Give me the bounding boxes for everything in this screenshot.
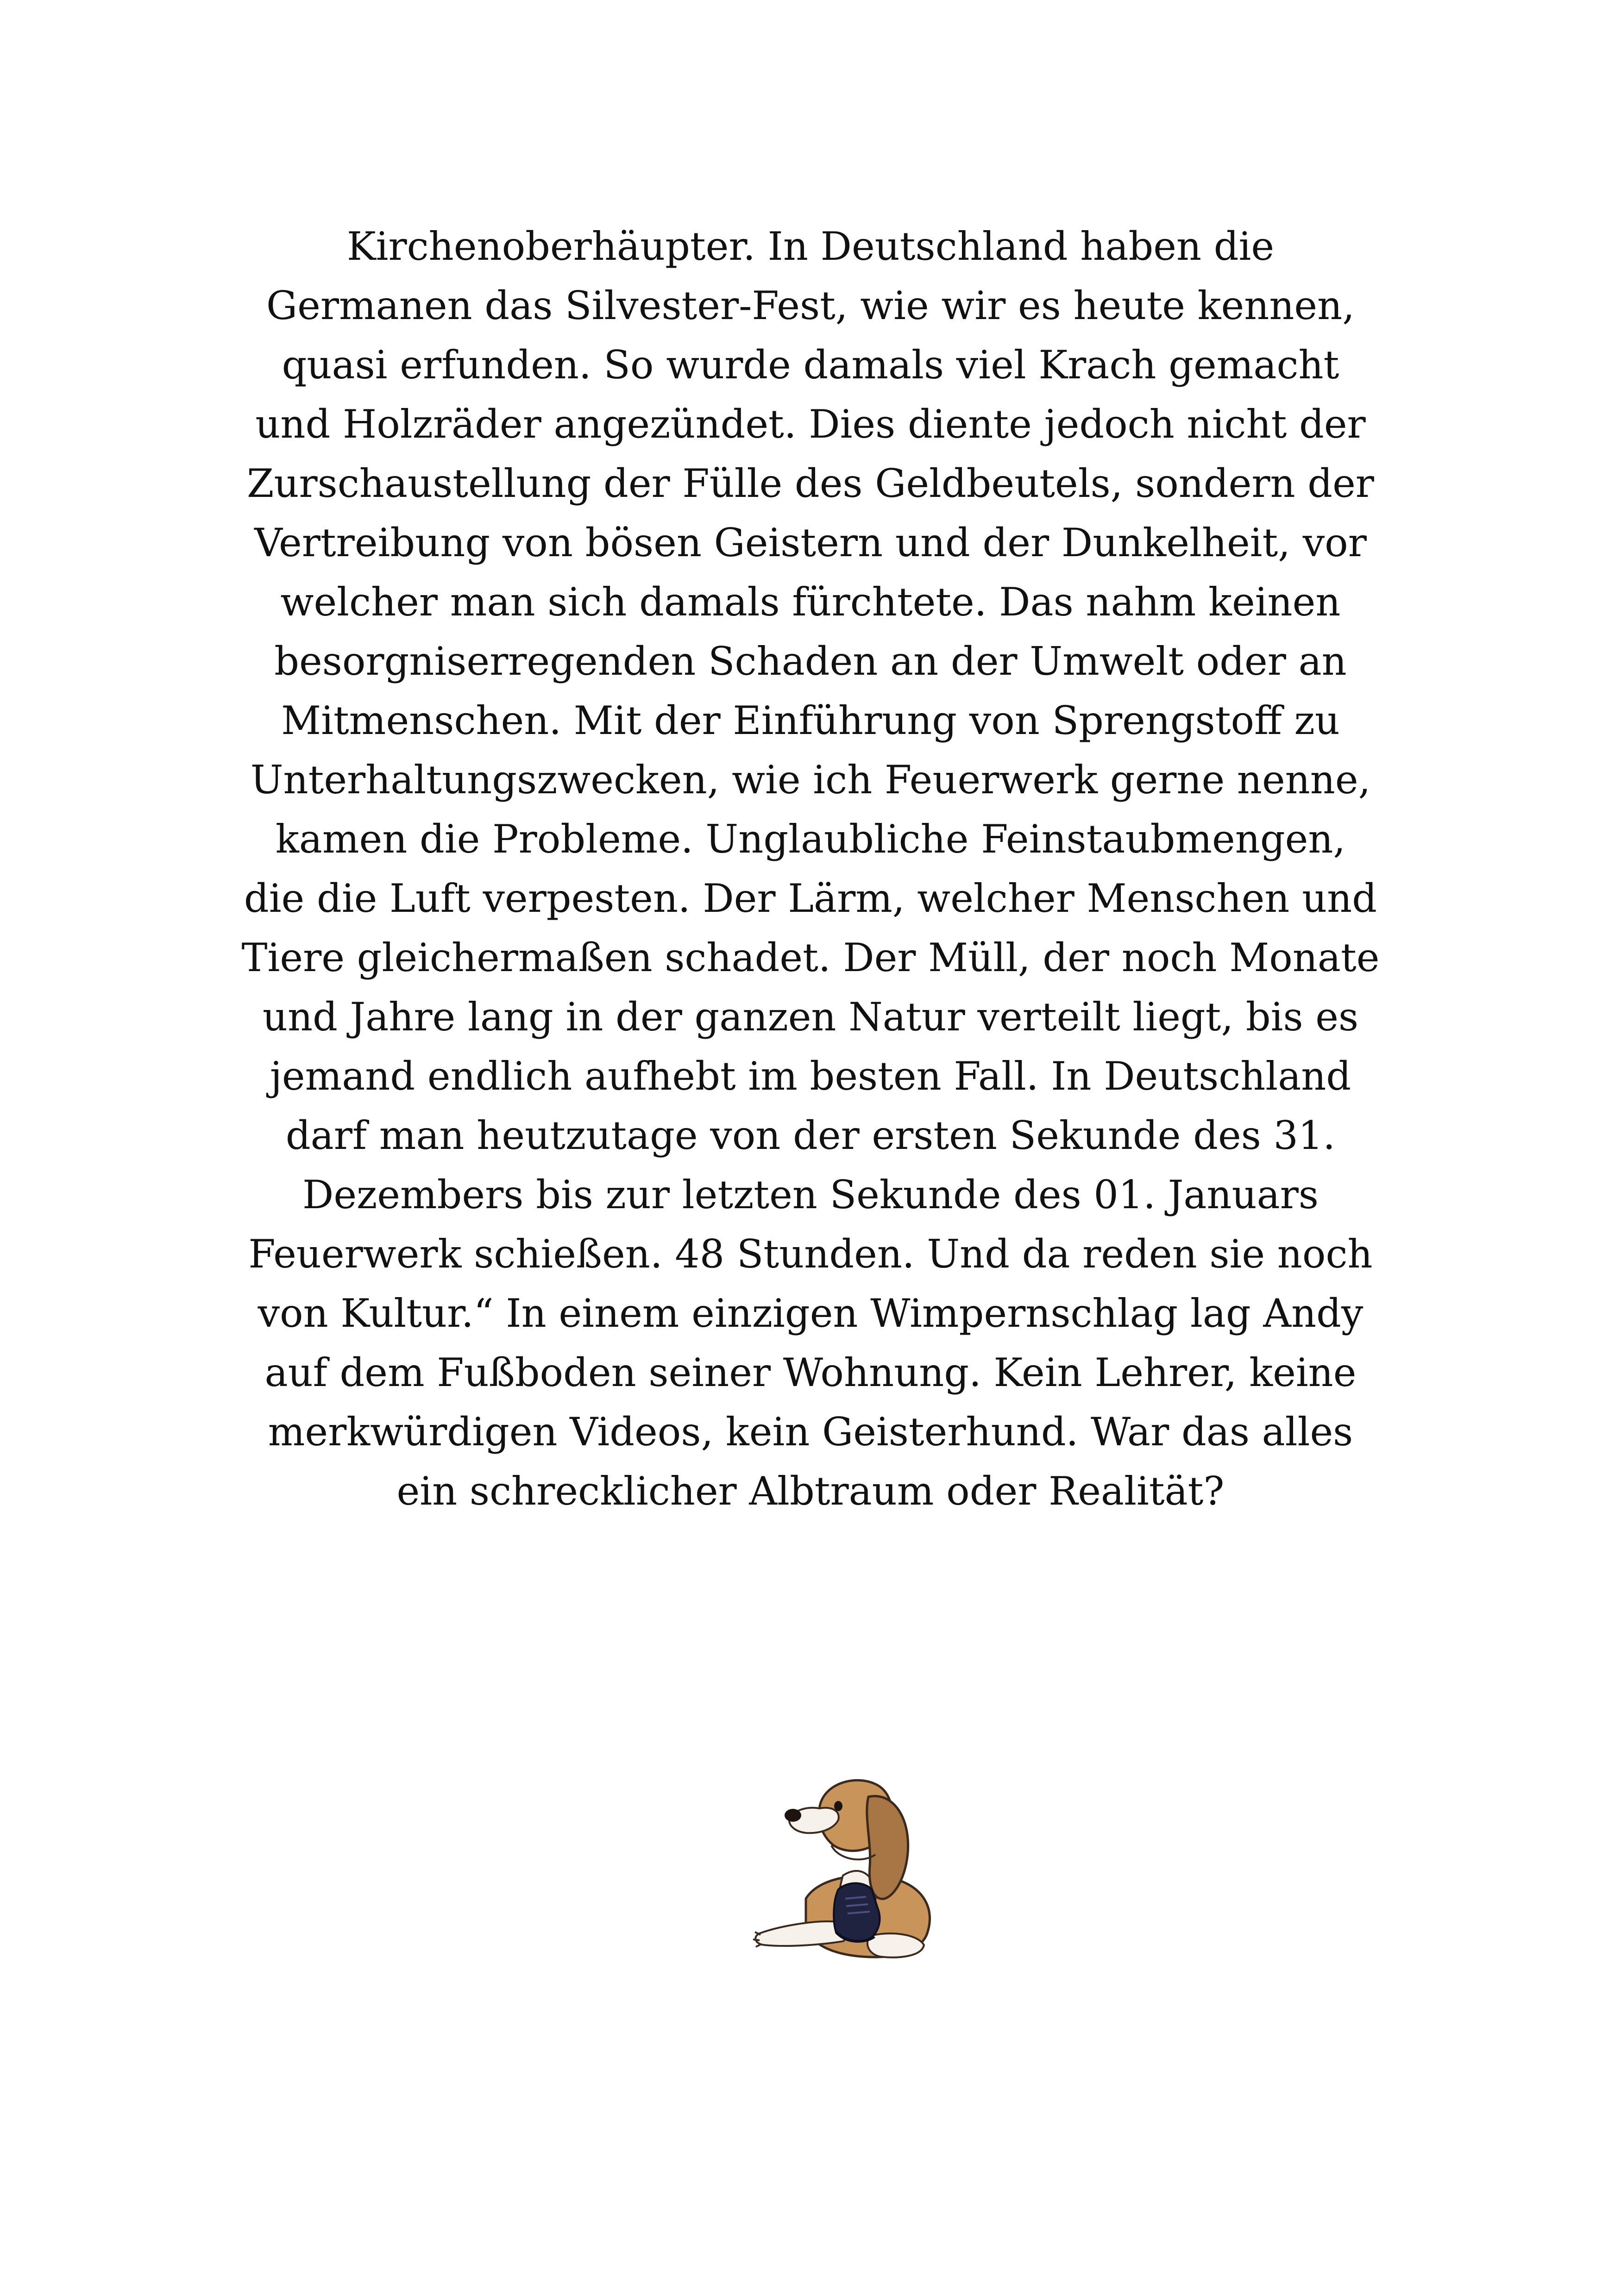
- text-line: und Holzräder angezündet. Dies diente jedoch nicht der: [255, 401, 1366, 447]
- story-paragraph: [195, 217, 1426, 1521]
- text-line: kamen die Probleme. Unglaubliche Feinstaubmengen,: [275, 816, 1346, 862]
- text-line: besorgniserregenden Schaden an der Umwelt oder an: [274, 639, 1347, 684]
- text-line: Vertreibung von bösen Geistern und der Dunkelheit, vor: [254, 520, 1367, 565]
- text-line: jemand endlich aufhebt im besten Fall. In Deutschland: [270, 1054, 1351, 1099]
- text-line: merkwürdigen Videos, kein Geisterhund. War das alles: [268, 1409, 1353, 1455]
- text-line: welcher man sich damals fürchtete. Das nahm keinen: [280, 579, 1341, 625]
- text-line: Zurschaustellung der Fülle des Geldbeutels, sondern der: [247, 461, 1374, 506]
- text-line: die die Luft verpesten. Der Lärm, welcher Menschen und: [244, 876, 1377, 921]
- dog-eye: [834, 1801, 842, 1811]
- text-line: ein schrecklicher Albtraum oder Realität?: [396, 1468, 1225, 1514]
- beagle-dog-icon: [750, 1760, 945, 1973]
- text-line: auf dem Fußboden seiner Wohnung. Kein Lehrer, keine: [264, 1350, 1357, 1395]
- text-line: Kirchenoberhäupter. In Deutschland haben die: [346, 224, 1275, 269]
- text-line: Germanen das Silvester-Fest, wie wir es heute kennen,: [266, 283, 1355, 328]
- text-line: Tiere gleichermaßen schadet. Der Müll, der noch Monate: [241, 935, 1380, 980]
- dog-back-leg: [867, 1933, 924, 1957]
- text-line: Unterhaltungszwecken, wie ich Feuerwerk gerne nenne,: [250, 757, 1371, 803]
- text-line: darf man heutzutage von der ersten Sekunde des 31.: [285, 1113, 1336, 1158]
- text-line: Feuerwerk schießen. 48 Stunden. Und da reden sie noch: [248, 1231, 1373, 1277]
- dog-nose: [785, 1809, 801, 1822]
- text-line: quasi erfunden. So wurde damals viel Krach gemacht: [282, 342, 1339, 388]
- text-line: und Jahre lang in der ganzen Natur verteilt liegt, bis es: [262, 994, 1359, 1040]
- text-line: von Kultur.“ In einem einzigen Wimpernschlag lag Andy: [258, 1291, 1363, 1336]
- text-line: Dezembers bis zur letzten Sekunde des 01. Januars: [302, 1172, 1319, 1217]
- text-line: Mitmenschen. Mit der Einführung von Sprengstoff zu: [281, 698, 1340, 743]
